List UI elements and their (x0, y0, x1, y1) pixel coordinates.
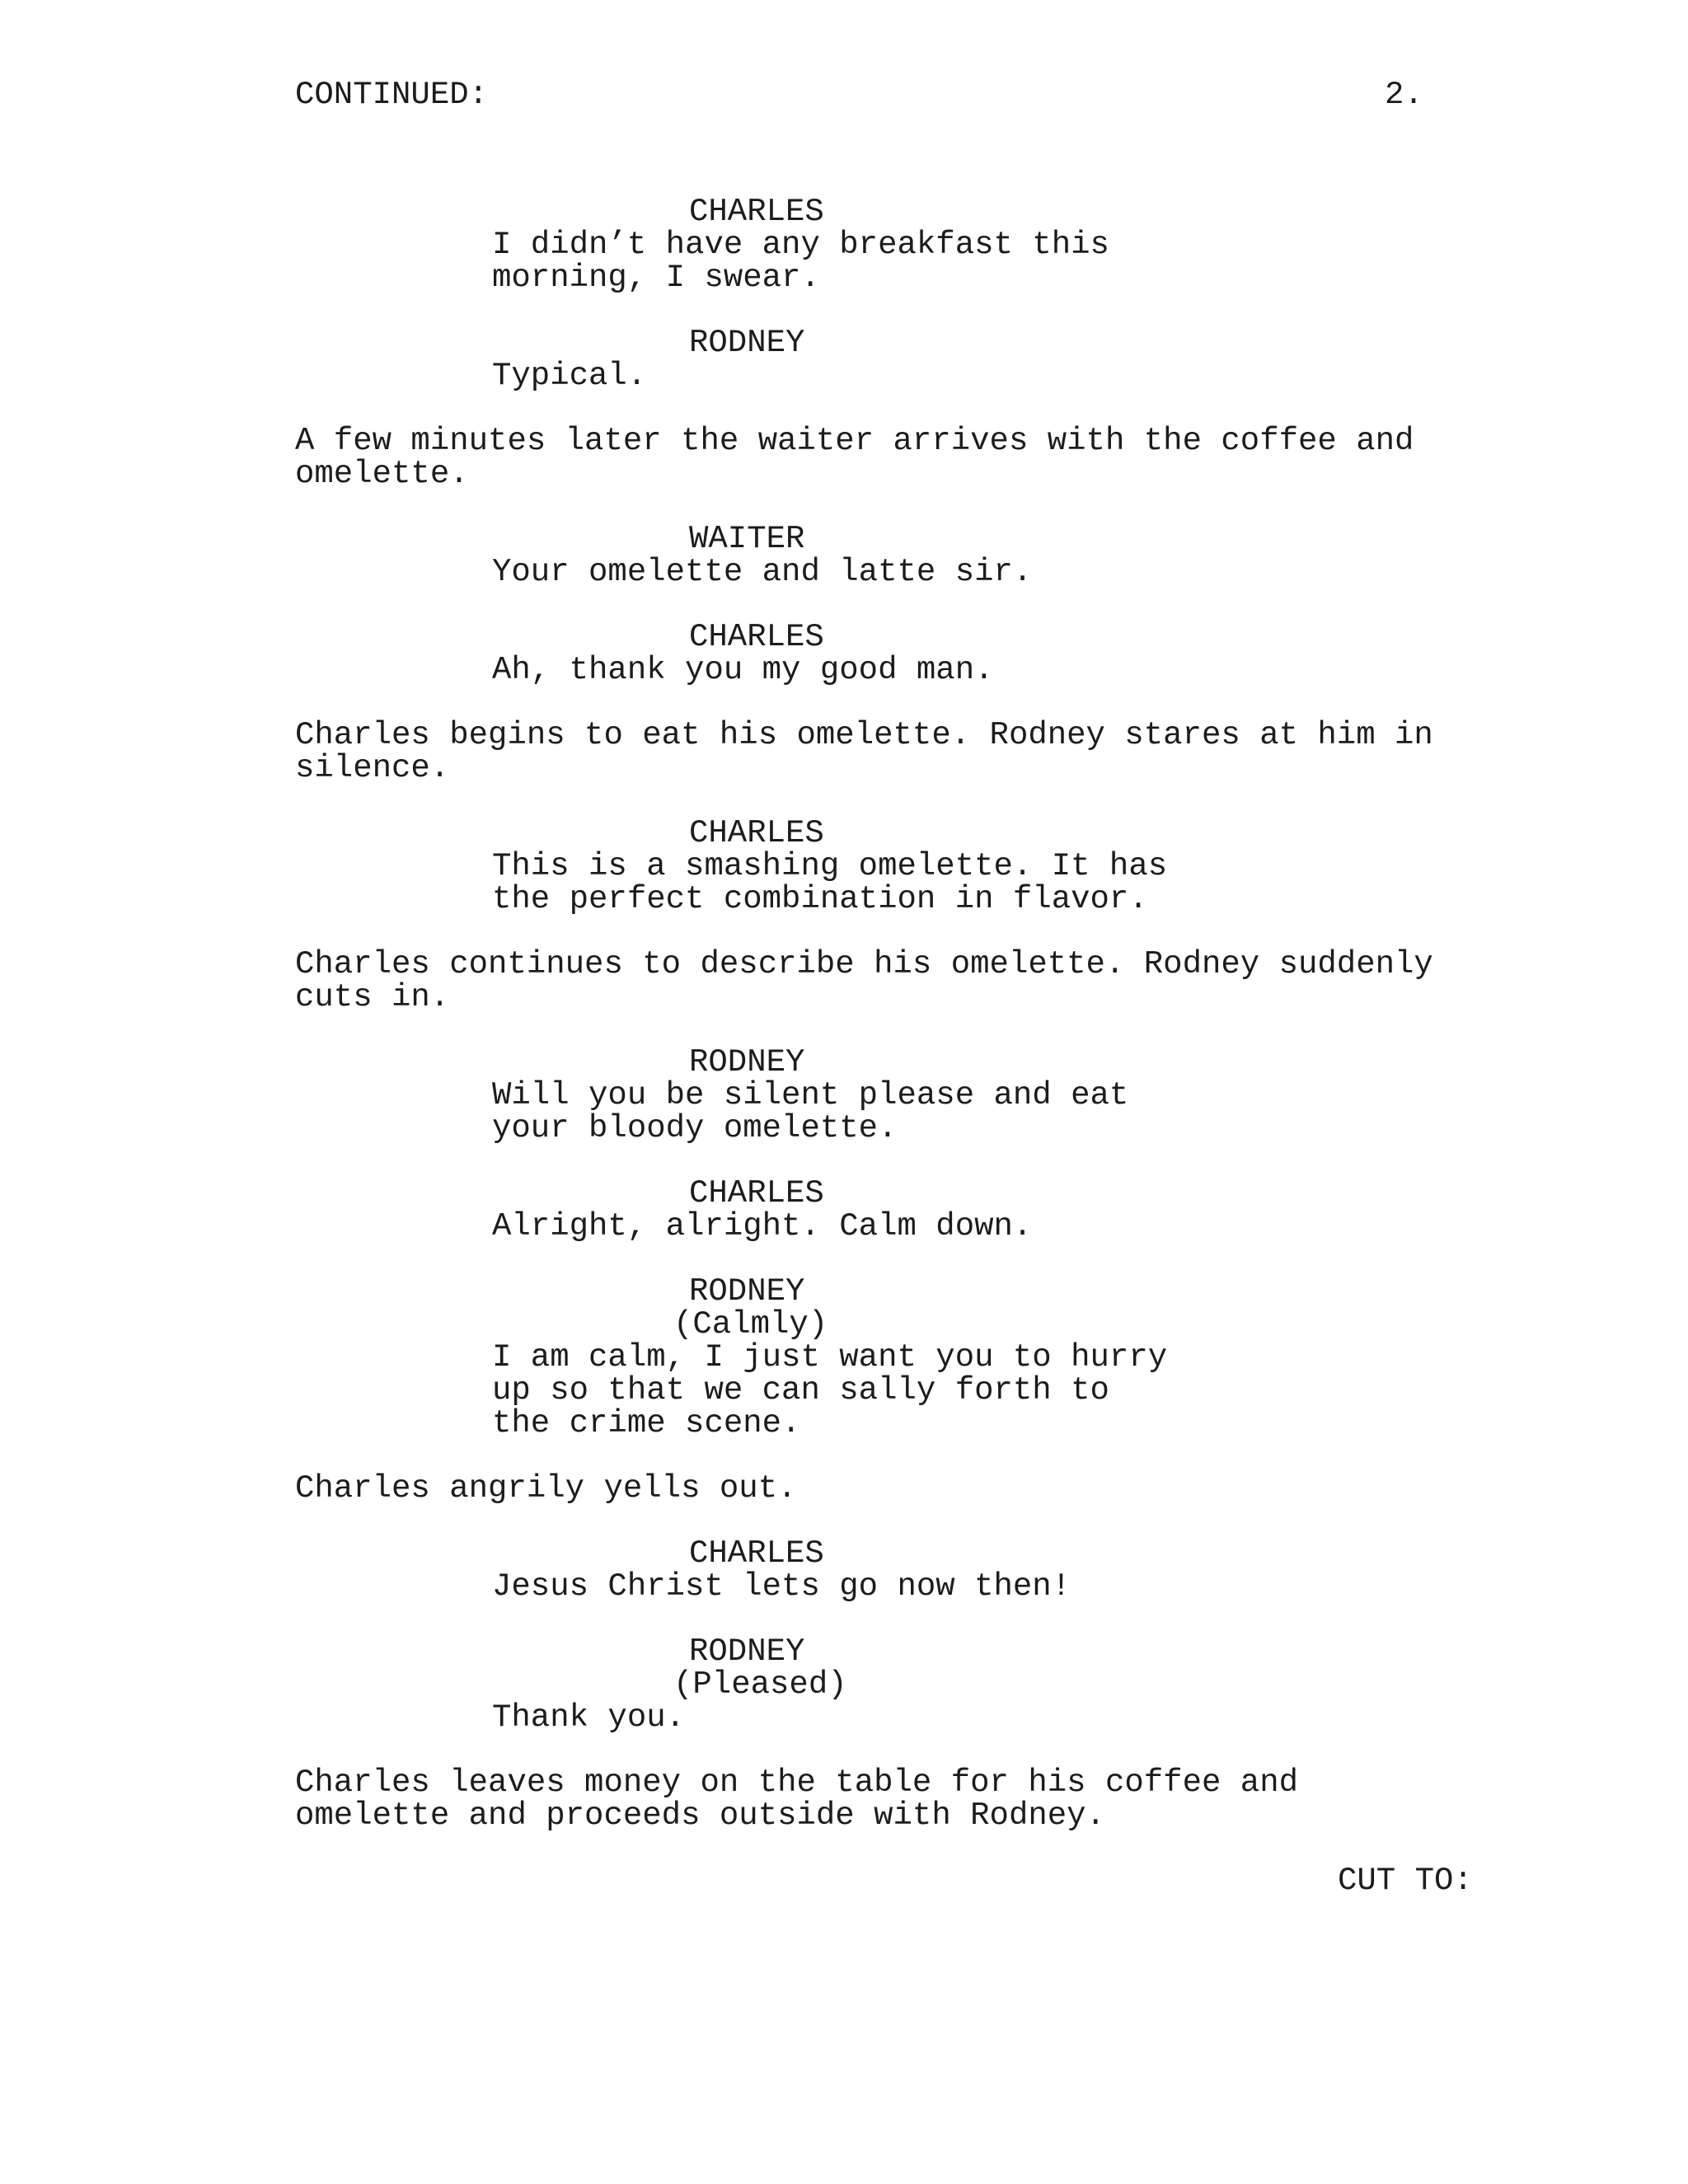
character-name: CHARLES (689, 619, 824, 655)
dialogue-text: Jesus Christ lets go now then! (492, 1568, 1071, 1605)
dialogue-block (0, 1177, 1688, 1243)
character-name: CHARLES (689, 1535, 824, 1572)
dialogue-block (0, 1046, 1688, 1145)
dialogue-text: I didn’t have any breakfast this morning, I swear. (492, 227, 1109, 296)
dialogue-text: Thank you. (492, 1699, 686, 1736)
continued-header: CONTINUED: (295, 77, 489, 113)
action-text: Charles leaves money on the table for his coffee and omelette and proceeds outside with Rodney. (295, 1765, 1298, 1834)
dialogue-block (0, 621, 1688, 687)
dialogue-text: Alright, alright. Calm down. (492, 1208, 1033, 1244)
action-text: Charles angrily yells out. (295, 1470, 797, 1507)
action-block (0, 948, 1688, 1014)
dialogue-text: Typical. (492, 358, 647, 394)
dialogue-block (0, 817, 1688, 916)
dialogue-block (0, 195, 1688, 294)
action-text: Charles continues to describe his omelette. Rodney suddenly cuts in. (295, 946, 1433, 1015)
dialogue-text: Your omelette and latte sir. (492, 554, 1033, 590)
dialogue-block (0, 1537, 1688, 1603)
script-body (0, 195, 1688, 1897)
dialogue-text: This is a smashing omelette. It has the perfect combination in flavor. (492, 848, 1168, 917)
character-name: RODNEY (689, 325, 805, 361)
character-name: CHARLES (689, 1175, 824, 1212)
dialogue-block (0, 523, 1688, 588)
dialogue-text: Will you be silent please and eat your bloody omelette. (492, 1077, 1129, 1146)
character-name: RODNEY (689, 1044, 805, 1080)
dialogue-text: I am calm, I just want you to hurry up so that we can sally forth to the crime scene. (492, 1339, 1168, 1441)
character-name: CHARLES (689, 194, 824, 230)
transition-block (0, 1864, 1688, 1897)
parenthetical: (Calmly) (673, 1306, 828, 1343)
dialogue-block (0, 1275, 1688, 1440)
dialogue-block (0, 1635, 1688, 1734)
action-block (0, 424, 1688, 490)
character-name: CHARLES (689, 815, 824, 851)
dialogue-block (0, 326, 1688, 392)
parenthetical: (Pleased) (673, 1666, 847, 1703)
action-block (0, 1472, 1688, 1505)
character-name: RODNEY (689, 1633, 805, 1670)
transition-text: CUT TO: (1338, 1863, 1473, 1899)
character-name: RODNEY (689, 1273, 805, 1310)
action-block (0, 1766, 1688, 1832)
action-block (0, 719, 1688, 785)
action-text: Charles begins to eat his omelette. Rodney stares at him in silence. (295, 717, 1433, 786)
page-number: 2. (1385, 77, 1423, 113)
action-text: A few minutes later the waiter arrives with the coffee and omelette. (295, 423, 1414, 492)
dialogue-text: Ah, thank you my good man. (492, 652, 994, 688)
character-name: WAITER (689, 521, 805, 557)
